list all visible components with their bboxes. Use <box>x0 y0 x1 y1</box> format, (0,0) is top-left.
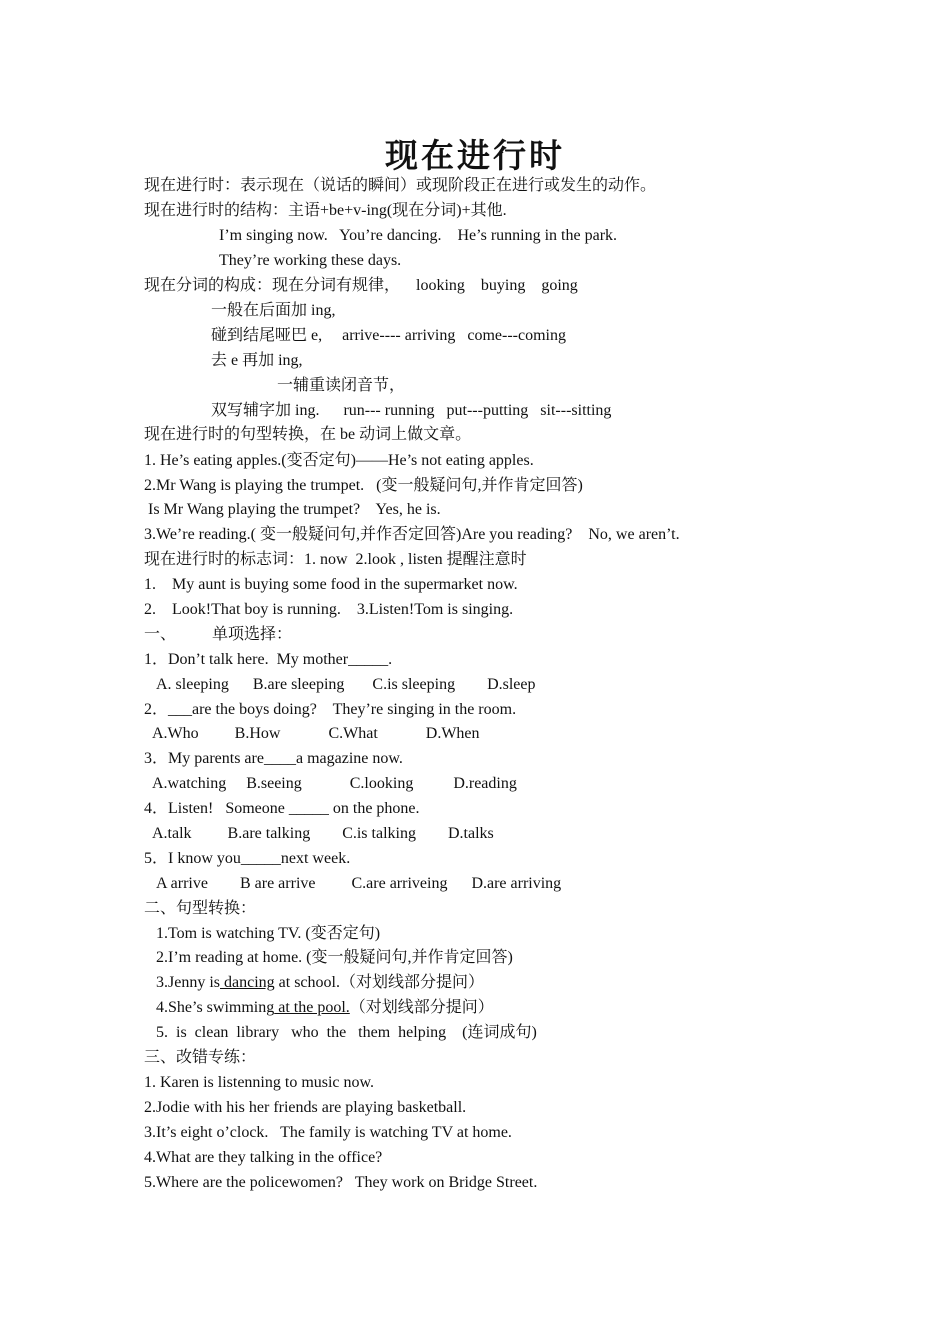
participle-rule-line: 一辅重读闭音节， <box>277 377 406 394</box>
example-line: I’m singing now. You’re dancing. He’s running in the park. <box>219 227 618 244</box>
participle-rule-line: 去 e 再加 ing, <box>211 352 303 369</box>
participle-rule-line: 现在分词的构成：现在分词有规律， looking buying going <box>144 277 578 294</box>
question-line: 4．Listen! Someone _____ on the phone. <box>144 800 420 817</box>
transformation-line: Is Mr Wang playing the trumpet? Yes, he is. <box>144 501 441 518</box>
signal-example-line: 2. Look!That boy is running. 3.Listen!Tom is singing. <box>144 601 514 618</box>
correction-line: 2.Jodie with his her friends are playing basketball. <box>144 1099 467 1116</box>
transformation-line: 2.Mr Wang is playing the trumpet. (变一般疑问句,并作肯定回答) <box>144 477 583 494</box>
correction-line: 1. Karen is listenning to music now. <box>144 1074 375 1091</box>
correction-line: 4.What are they talking in the office? <box>144 1149 383 1166</box>
section-heading-choice: 一、 单项选择： <box>144 626 293 643</box>
correction-line: 5.Where are the policewomen? They work on Bridge Street. <box>144 1174 538 1191</box>
exercise-text: at school.（对划线部分提问） <box>274 974 484 991</box>
signal-words-line: 现在进行时的标志词：1. now 2.look , listen 提醒注意时 <box>144 551 527 568</box>
underlined-part: at the pool. <box>274 999 350 1016</box>
page-title: 现在进行时 <box>385 136 565 175</box>
transform-exercise: 1.Tom is watching TV. (变否定句) <box>156 925 381 942</box>
transformation-heading: 现在进行时的句型转换，在 be 动词上做文章。 <box>144 426 472 443</box>
example-line: They’re working these days. <box>219 252 402 269</box>
section-heading-transform: 二、句型转换： <box>144 900 257 917</box>
structure-line: 现在进行时的结构：主语+be+v-ing(现在分词)+其他. <box>144 202 507 219</box>
transform-exercise <box>156 973 484 993</box>
question-line: 1．Don’t talk here. My mother_____. <box>144 651 393 668</box>
transform-exercise <box>156 998 494 1018</box>
exercise-text: 3.Jenny is <box>156 974 220 991</box>
transformation-line: 3.We’re reading.( 变一般疑问句,并作否定回答)Are you reading? No, we aren’t. <box>144 526 680 543</box>
participle-rule-line: 双写辅字加 ing. run--- running put---putting sit---sitting <box>211 402 612 419</box>
options-line: A.watching B.seeing C.looking D.reading <box>152 775 517 792</box>
exercise-text: 4.She’s swimming <box>156 999 275 1016</box>
question-line: 3．My parents are____a magazine now. <box>144 750 403 767</box>
participle-rule-line: 一般在后面加 ing, <box>211 302 336 319</box>
options-line: A.talk B.are talking C.is talking D.talks <box>152 825 494 842</box>
correction-line: 3.It’s eight o’clock. The family is watching TV at home. <box>144 1124 512 1141</box>
question-line: 2．___are the boys doing? They’re singing in the room. <box>144 701 517 718</box>
underlined-part: dancing <box>220 974 275 991</box>
exercise-text: （对划线部分提问） <box>349 999 494 1016</box>
transform-exercise: 2.I’m reading at home. (变一般疑问句,并作肯定回答) <box>156 949 513 966</box>
definition-line: 现在进行时：表示现在（说话的瞬间）或现阶段正在进行或发生的动作。 <box>144 177 657 194</box>
options-line: A arrive B are arrive C.are arriveing D.are arriving <box>156 875 562 892</box>
options-line: A.Who B.How C.What D.When <box>152 725 480 742</box>
transform-exercise: 5. is clean library who the them helping (连词成句) <box>156 1024 537 1041</box>
transformation-line: 1. He’s eating apples.(变否定句)——He’s not eating apples. <box>144 452 534 469</box>
section-heading-correction: 三、改错专练： <box>144 1049 257 1066</box>
options-line: A. sleeping B.are sleeping C.is sleeping D.sleep <box>156 676 536 693</box>
signal-example-line: 1. My aunt is buying some food in the supermarket now. <box>144 576 518 593</box>
participle-rule-line: 碰到结尾哑巴 e, arrive---- arriving come---coming <box>211 327 566 344</box>
question-line: 5．I know you_____next week. <box>144 850 351 867</box>
